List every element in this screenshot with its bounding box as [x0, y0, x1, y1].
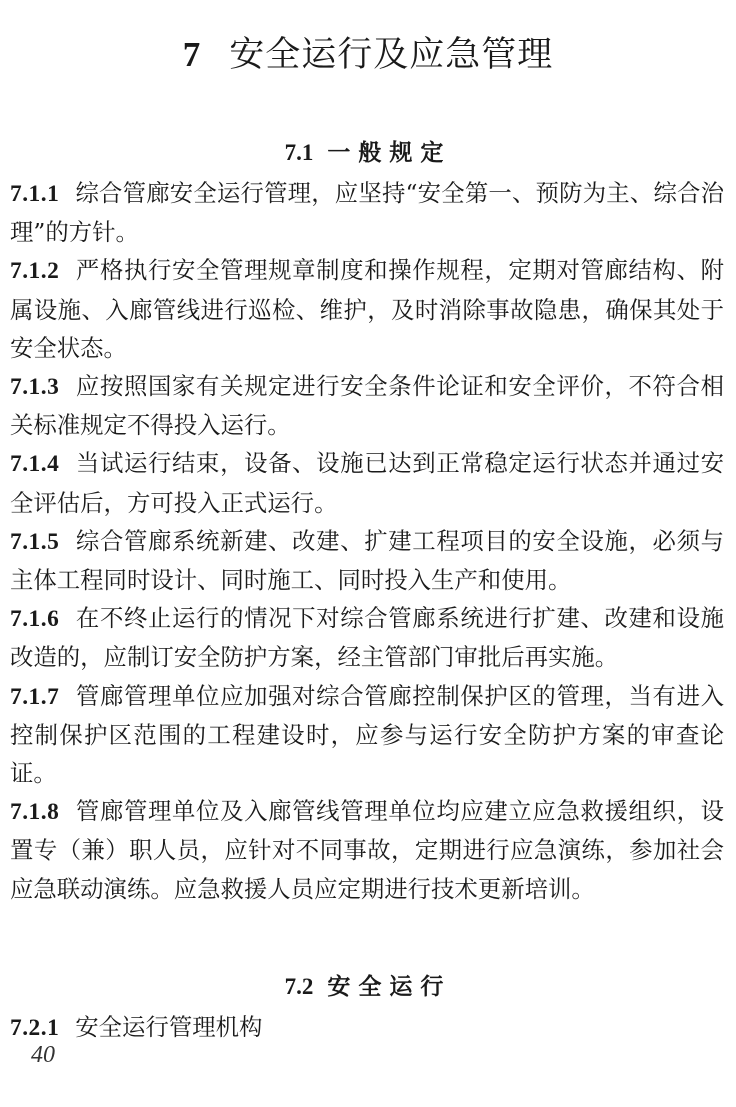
clause-number: 7.1.8: [10, 799, 60, 826]
clause-7-1-1: [10, 174, 724, 251]
section-heading-7-1: [0, 137, 736, 169]
clause-number: 7.1.6: [10, 606, 60, 633]
clause-text: 管廊管理单位及入廊管线管理单位均应建立应急救援组织，设置专（兼）职人员，应针对不同事故，定期进行应急演练，参加社会应急联动演练。应急救援人员应定期进行技术更新培训。: [10, 797, 724, 903]
clause-number: 7.2.1: [10, 1015, 60, 1041]
clause-7-1-2: [10, 251, 724, 367]
clause-text: 当试运行结束，设备、设施已达到正常稳定运行状态并通过安全评估后，方可投入正式运行。: [10, 449, 724, 517]
clause-number: 7.1.4: [10, 451, 60, 478]
clause-number: 7.1.2: [10, 258, 60, 285]
chapter-number: 7: [182, 35, 202, 75]
section-7-1-body: [10, 174, 724, 908]
section-number: 7.2: [284, 974, 314, 1000]
clause-text: 严格执行安全管理规章制度和操作规程，定期对管廊结构、附属设施、入廊管线进行巡检、维护，及时消除事故隐患，确保其处于安全状态。: [10, 256, 724, 362]
clause-7-1-4: [10, 444, 724, 521]
clause-text: 应按照国家有关规定进行安全条件论证和安全评价，不符合相关标准规定不得投入运行。: [10, 372, 724, 440]
clause-7-1-6: [10, 599, 724, 676]
clause-number: 7.1.7: [10, 683, 60, 710]
chapter-title: 安全运行及应急管理: [229, 35, 554, 76]
clause-text: 在不终止运行的情况下对综合管廊系统进行扩建、改建和设施改造的，应制订安全防护方案，经主管部门审批后再实施。: [10, 604, 724, 672]
section-title: 安全运行: [327, 974, 452, 1001]
clause-text: 管廊管理单位应加强对综合管廊控制保护区的管理，当有进入控制保护区范围的工程建设时，应参与运行安全防护方案的审查论证。: [10, 681, 724, 788]
section-7-2-body: [10, 1008, 724, 1047]
clause-number: 7.1.1: [10, 181, 60, 207]
page-number: 40: [31, 1042, 55, 1068]
clause-7-1-3: [10, 367, 724, 444]
clause-7-2-1: [10, 1008, 724, 1047]
clause-7-1-5: [10, 522, 724, 599]
section-title: 一般规定: [327, 140, 452, 167]
clause-number: 7.1.5: [10, 528, 60, 555]
clause-text: 安全运行管理机构: [75, 1013, 263, 1041]
section-heading-7-2: [0, 971, 736, 1003]
section-number: 7.1: [284, 140, 314, 166]
clause-text: 综合管廊安全运行管理，应坚持“安全第一、预防为主、综合治理”的方针。: [10, 179, 724, 247]
clause-number: 7.1.3: [10, 374, 60, 401]
clause-7-1-8: [10, 792, 724, 908]
clause-text: 综合管廊系统新建、改建、扩建工程项目的安全设施，必须与主体工程同时设计、同时施工、同时投入生产和使用。: [10, 526, 724, 595]
clause-7-1-7: [10, 677, 724, 793]
chapter-heading: [0, 31, 736, 79]
